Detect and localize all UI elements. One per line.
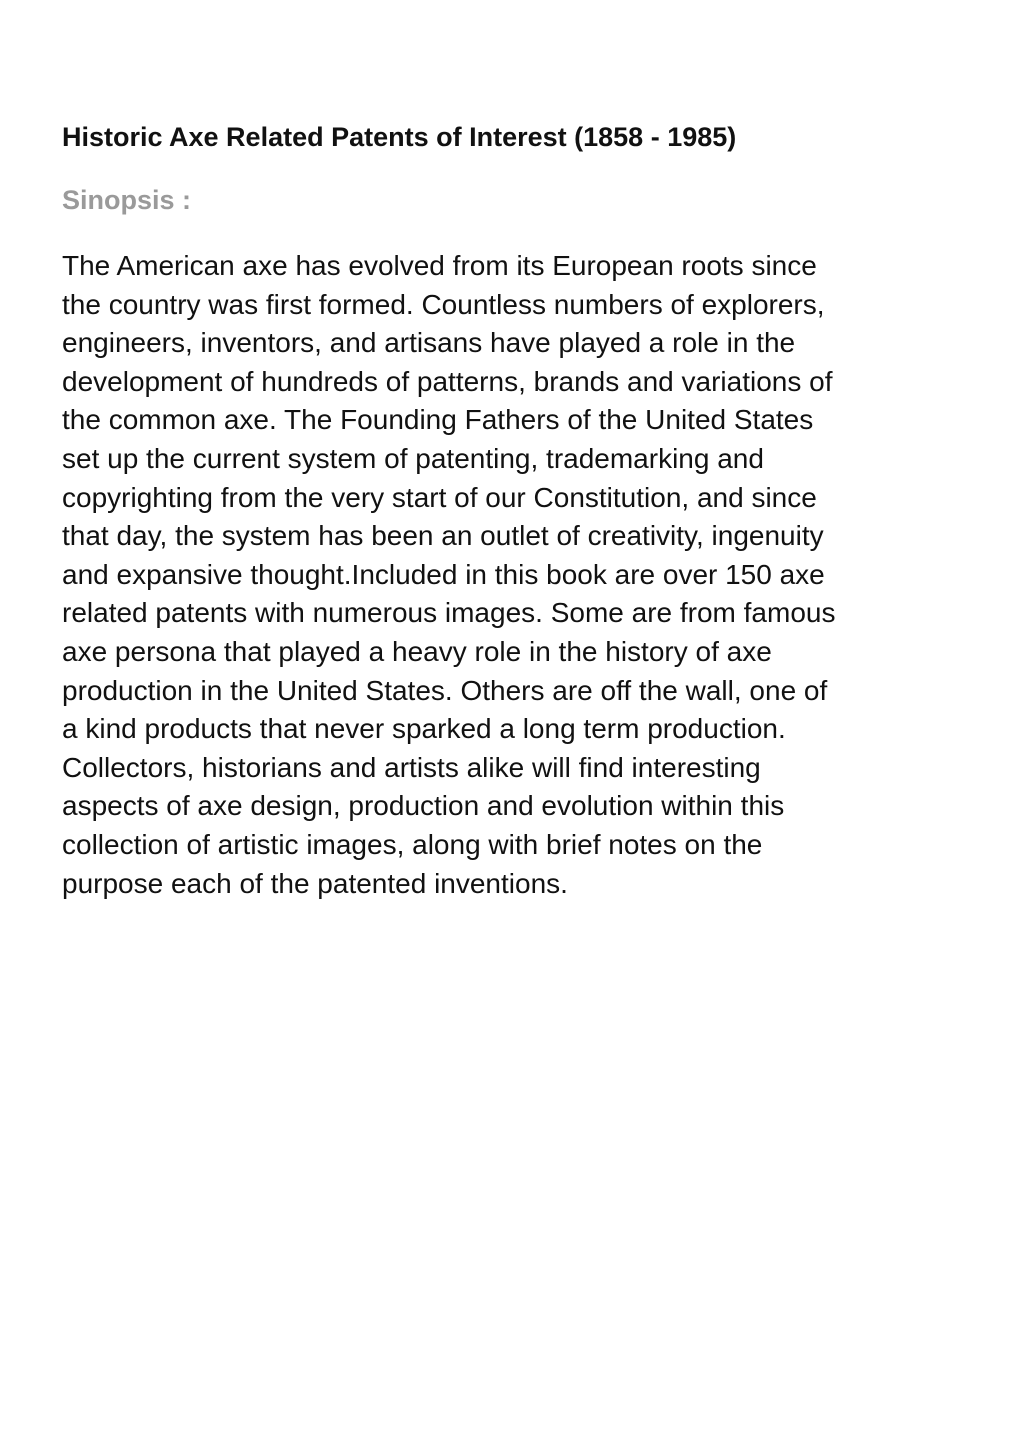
body-line: related patents with numerous images. Some are from famous	[62, 597, 836, 629]
body-line: Collectors, historians and artists alike will find interesting	[62, 751, 761, 783]
body-line: purpose each of the patented inventions.	[62, 867, 568, 899]
body-line: engineers, inventors, and artisans have played a role in the	[62, 327, 796, 359]
body-line: development of hundreds of patterns, brands and variations of	[62, 365, 833, 397]
synopsis-label: Sinopsis :	[62, 185, 192, 215]
synopsis-body	[62, 247, 982, 903]
document-title: Historic Axe Related Patents of Interest (1858 - 1985)	[62, 122, 737, 152]
body-line: aspects of axe design, production and evolution within this	[62, 790, 785, 822]
body-line: The American axe has evolved from its European roots since	[62, 250, 817, 281]
body-line: axe persona that played a heavy role in the history of axe	[62, 635, 772, 667]
body-line: a kind products that never sparked a long term production.	[62, 713, 786, 745]
body-line: and expansive thought.Included in this book are over 150 axe	[62, 558, 825, 590]
body-line: copyrighting from the very start of our Constitution, and since	[62, 481, 817, 513]
body-line: the common axe. The Founding Fathers of the United States	[62, 404, 814, 436]
body-line: that day, the system has been an outlet of creativity, ingenuity	[62, 520, 824, 552]
body-line: the country was first formed. Countless numbers of explorers,	[62, 288, 825, 320]
body-line: production in the United States. Others are off the wall, one of	[62, 674, 828, 706]
body-line: collection of artistic images, along with brief notes on the	[62, 828, 763, 860]
body-line: set up the current system of patenting, trademarking and	[62, 442, 764, 474]
